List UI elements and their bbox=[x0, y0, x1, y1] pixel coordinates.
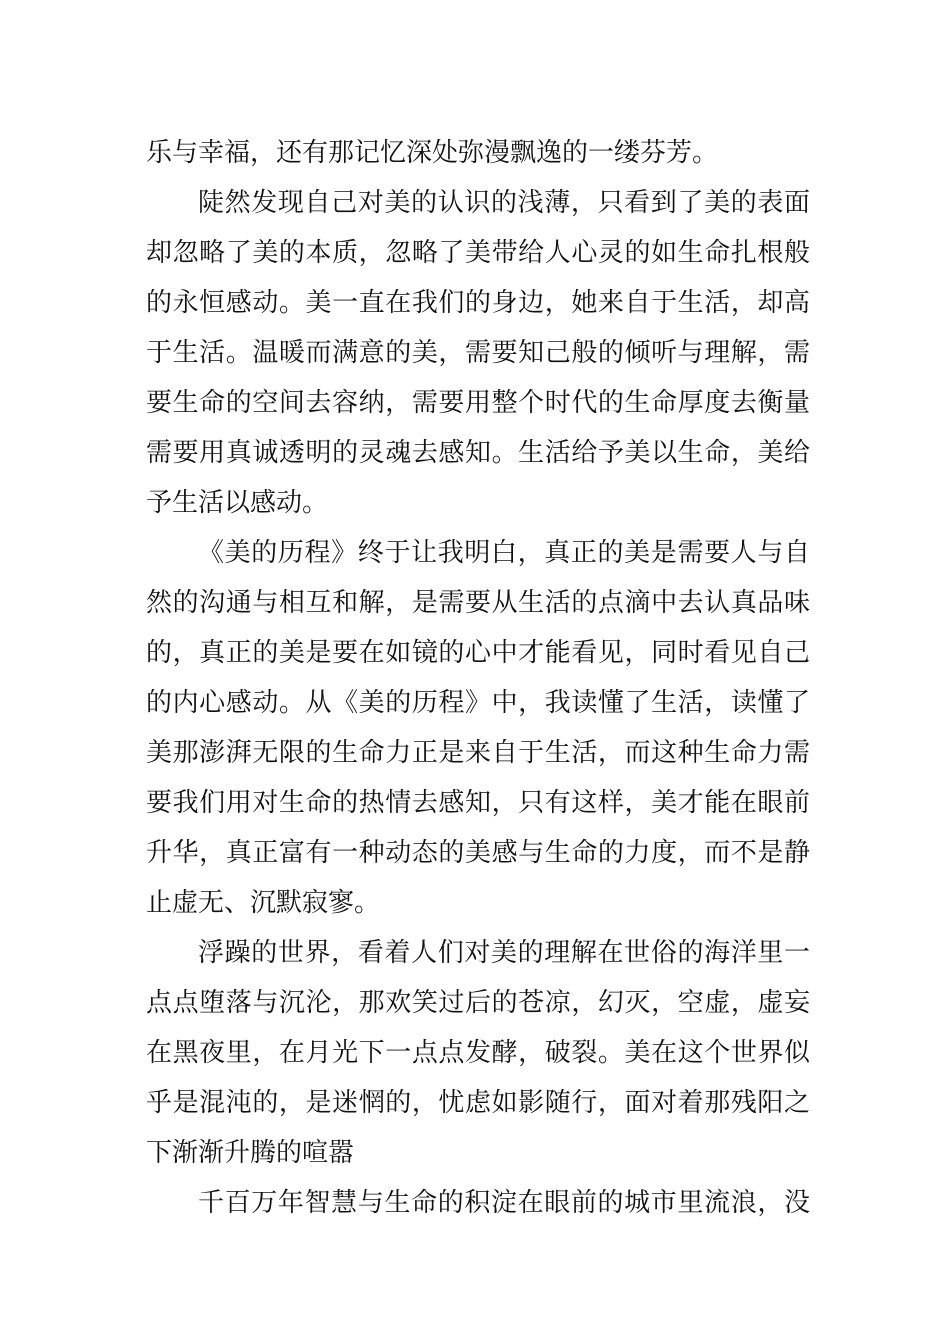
text-line: 的，真正的美是要在如镜的心中才能看见，同时看见自己 bbox=[146, 638, 810, 668]
text-line: 予生活以感动。 bbox=[146, 488, 329, 518]
text-line: 需要用真诚透明的灵魂去感知。生活给予美以生命，美给 bbox=[146, 438, 810, 468]
text-line: 要生命的空间去容纳，需要用整个时代的生命厚度去衡量 bbox=[146, 388, 810, 418]
text-line: 止虚无、沉默寂寥。 bbox=[146, 888, 381, 918]
body-text bbox=[146, 128, 810, 1228]
text-line: 美那澎湃无限的生命力正是来自于生活，而这种生命力需 bbox=[146, 738, 810, 768]
text-line: 在黑夜里，在月光下一点点发酵，破裂。美在这个世界似 bbox=[146, 1038, 810, 1068]
text-line: 于生活。温暖而满意的美，需要知己般的倾听与理解，需 bbox=[146, 338, 810, 368]
paragraph-start-line: 千百万年智慧与生命的积淀在眼前的城市里流浪，没 bbox=[198, 1188, 810, 1218]
text-line: 的内心感动。从《美的历程》中，我读懂了生活，读懂了 bbox=[146, 688, 810, 718]
paragraph-start-line: 浮躁的世界，看着人们对美的理解在世俗的海洋里一 bbox=[198, 938, 810, 968]
text-line: 乎是混沌的，是迷惘的，忧虑如影随行，面对着那残阳之 bbox=[146, 1088, 810, 1118]
text-line: 点点堕落与沉沦，那欢笑过后的苍凉，幻灭，空虚，虚妄 bbox=[146, 988, 810, 1018]
text-line: 下渐渐升腾的喧嚣 bbox=[146, 1138, 355, 1168]
text-line: 却忽略了美的本质，忽略了美带给人心灵的如生命扎根般 bbox=[146, 238, 810, 268]
text-line: 的永恒感动。美一直在我们的身边，她来自于生活，却高 bbox=[146, 288, 810, 318]
paragraph-start-line: 陡然发现自己对美的认识的浅薄，只看到了美的表面 bbox=[198, 188, 810, 218]
text-line: 升华，真正富有一种动态的美感与生命的力度，而不是静 bbox=[146, 838, 810, 868]
text-line: 乐与幸福，还有那记忆深处弥漫飘逸的一缕芬芳。 bbox=[146, 138, 719, 168]
paragraph-start-line: 《美的历程》终于让我明白，真正的美是需要人与自 bbox=[198, 538, 810, 568]
text-line: 然的沟通与相互和解，是需要从生活的点滴中去认真品味 bbox=[146, 588, 810, 618]
text-line: 要我们用对生命的热情去感知，只有这样，美才能在眼前 bbox=[146, 788, 810, 818]
